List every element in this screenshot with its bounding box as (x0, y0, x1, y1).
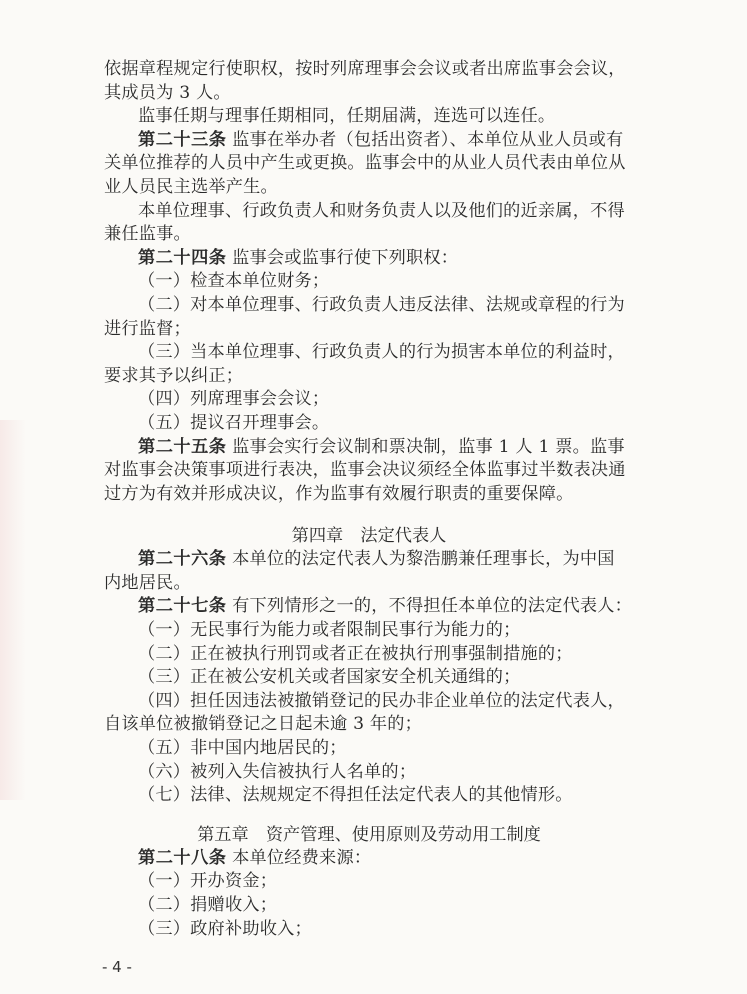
text-line (104, 247, 634, 271)
text-line (104, 870, 634, 894)
seal-edge-mark (0, 420, 26, 800)
text-line (104, 784, 634, 808)
text-line (104, 105, 634, 129)
text-line (104, 713, 634, 737)
line-text: （四）担任因违法被撤销登记的民办非企业单位的法定代表人， (138, 690, 625, 711)
page-number: - 4 - (102, 958, 132, 976)
paragraph (104, 388, 634, 412)
line-text: （一）开办资金； (138, 871, 278, 892)
text-line (104, 270, 634, 294)
article-number: 第二十六条 (138, 549, 227, 570)
paragraph (104, 341, 634, 388)
line-text: （二）对本单位理事、行政负责人违反法律、法规或章程的行为 (138, 294, 625, 315)
paragraph (104, 247, 634, 271)
article-number: 第二十四条 (138, 247, 227, 268)
text-line (104, 619, 634, 643)
text-line (104, 82, 634, 106)
line-text: （五）非中国内地居民的； (138, 738, 347, 759)
text-line (104, 894, 634, 918)
text-line (104, 176, 634, 200)
text-line (104, 690, 634, 714)
paragraph (104, 643, 634, 667)
line-text: （五）提议召开理事会。 (138, 412, 330, 433)
text-line (104, 483, 634, 507)
line-text: 其成员为 3 人。 (104, 82, 231, 103)
chapter-heading: 第五章 资产管理、使用原则及劳动用工制度 (197, 824, 541, 845)
text-line (104, 436, 634, 460)
text-line (104, 365, 634, 389)
paragraph (104, 270, 634, 294)
text-line (104, 847, 634, 871)
article-number: 第二十五条 (138, 436, 227, 457)
line-text: （一）检查本单位财务； (138, 271, 330, 292)
line-text: 过方为有效并形成决议，作为监事有效履行职责的重要保障。 (104, 483, 574, 504)
paragraph (104, 666, 634, 690)
line-text: 监事在举办者（包括出资者）、本单位从业人员或有 (226, 129, 624, 150)
line-text: 进行监督； (104, 318, 191, 339)
text-line (104, 548, 634, 572)
paragraph (104, 761, 634, 785)
paragraph (104, 619, 634, 643)
line-text: 要求其予以纠正； (104, 365, 244, 386)
text-line (104, 58, 634, 82)
article-number: 第二十七条 (138, 596, 227, 617)
paragraph (104, 737, 634, 761)
text-line (104, 200, 634, 224)
document-body (104, 58, 634, 941)
text-line (104, 388, 634, 412)
paragraph (104, 58, 634, 105)
text-line (104, 412, 634, 436)
line-text: 监事会实行会议制和票决制，监事 1 人 1 票。监事 (226, 436, 625, 457)
text-line (104, 737, 634, 761)
text-line (104, 459, 634, 483)
paragraph (104, 200, 634, 247)
text-line (104, 643, 634, 667)
line-text: （六）被列入失信被执行人名单的； (138, 761, 417, 782)
line-text: 兼任监事。 (104, 224, 191, 245)
paragraph (104, 918, 634, 942)
text-line (104, 761, 634, 785)
line-text: 自该单位被撤销登记之日起未逾 3 年的； (104, 714, 423, 735)
text-line (104, 129, 634, 153)
text-line (104, 918, 634, 942)
paragraph (104, 870, 634, 894)
line-text: 依据章程规定行使职权，按时列席理事会会议或者出席监事会会议， (104, 59, 626, 79)
text-line (104, 294, 634, 318)
paragraph (104, 294, 634, 341)
text-line (104, 341, 634, 365)
line-text: 本单位的法定代表人为黎浩鹏兼任理事长，为中国 (226, 549, 615, 570)
article-number: 第二十八条 (138, 847, 227, 868)
line-text: 本单位理事、行政负责人和财务负责人以及他们的近亲属，不得 (138, 200, 625, 221)
line-text: （一）无民事行为能力或者限制民事行为能力的； (138, 620, 521, 641)
paragraph (104, 129, 634, 200)
article-number: 第二十三条 (138, 129, 227, 150)
line-text: （二）捐赠收入； (138, 895, 278, 915)
text-line (104, 152, 634, 176)
line-text: 监事会或监事行使下列职权： (226, 247, 459, 268)
line-text: 监事任期与理事任期相同，任期届满，连选可以连任。 (138, 106, 556, 127)
paragraph (104, 595, 634, 619)
line-text: （三）正在被公安机关或者国家安全机关通缉的； (138, 667, 521, 688)
text-line (104, 223, 634, 247)
text-line (104, 666, 634, 690)
chapter-heading: 第四章 法定代表人 (291, 526, 447, 547)
paragraph (104, 784, 634, 808)
line-text: （三）当本单位理事、行政负责人的行为损害本单位的利益时， (138, 342, 625, 363)
line-text: （四）列席理事会会议； (138, 389, 330, 410)
paragraph (104, 436, 634, 507)
line-text: （三）政府补助收入； (138, 918, 312, 939)
paragraph (104, 894, 634, 918)
line-text: 有下列情形之一的，不得担任本单位的法定代表人： (226, 596, 633, 617)
line-text: （七）法律、法规规定不得担任法定代表人的其他情形。 (138, 785, 573, 806)
text-line (104, 595, 634, 619)
text-line (104, 318, 634, 342)
paragraph (104, 105, 634, 129)
line-text: 内地居民。 (104, 572, 191, 593)
paragraph (104, 548, 634, 595)
line-text: 关单位推荐的人员中产生或更换。监事会中的从业人员代表由单位从 (104, 153, 626, 174)
paragraph (104, 690, 634, 737)
line-text: （二）正在被执行刑罚或者正在被执行刑事强制措施的； (138, 643, 573, 664)
line-text: 本单位经费来源： (226, 847, 372, 868)
line-text: 对监事会决策事项进行表决，监事会决议须经全体监事过半数表决通 (104, 460, 626, 481)
line-text: 业人员民主选举产生。 (104, 176, 278, 197)
paragraph (104, 847, 634, 871)
paragraph (104, 412, 634, 436)
text-line (104, 572, 634, 596)
